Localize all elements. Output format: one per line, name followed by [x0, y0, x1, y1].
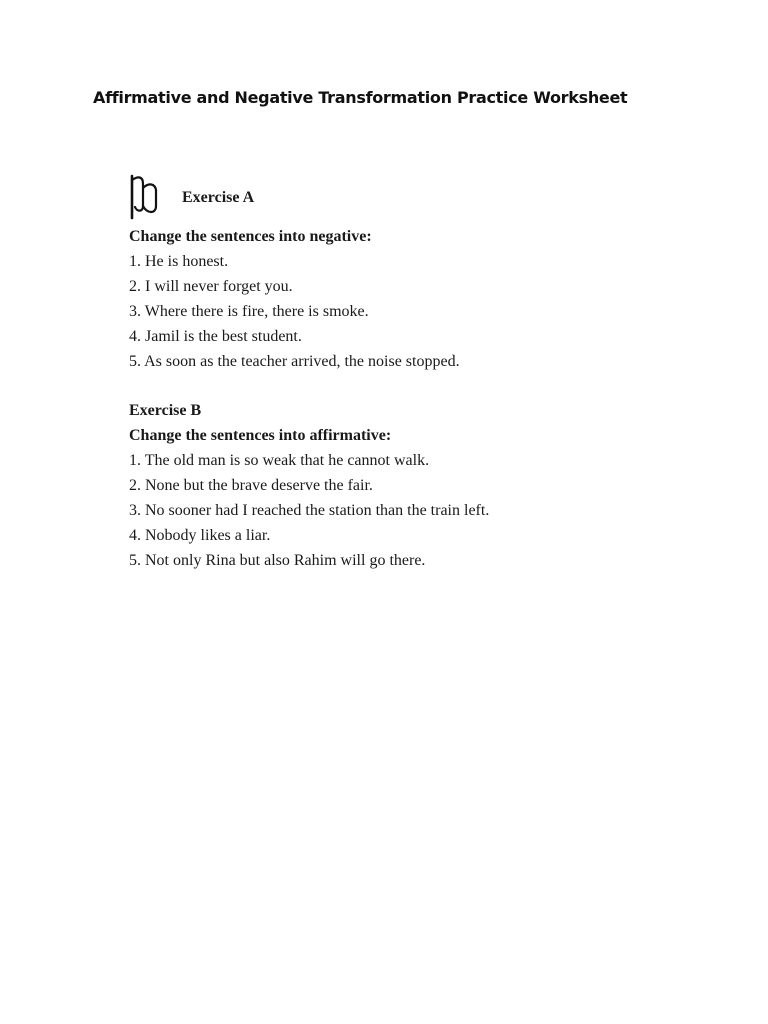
exercise-a-header [129, 168, 649, 224]
exercise-a-sentence: 1. He is honest. [129, 253, 229, 270]
exercise-a-sentence-list [129, 249, 649, 374]
exercise-a-sentence: 4. Jamil is the best student. [129, 328, 302, 345]
exercise-b-sentence: 4. Nobody likes a liar. [129, 527, 271, 544]
exercise-b-sentence: 3. No sooner had I reached the station than the train left. [129, 502, 490, 519]
exercise-b [129, 398, 649, 573]
worksheet-image [129, 168, 649, 573]
flag-icon [129, 172, 161, 220]
exercise-a [129, 168, 649, 374]
exercise-b-sentence: 2. None but the brave deserve the fair. [129, 477, 373, 494]
exercise-b-instruction: Change the sentences into affirmative: [129, 427, 392, 444]
exercise-a-instruction: Change the sentences into negative: [129, 228, 372, 245]
exercise-b-sentence: 1. The old man is so weak that he cannot walk. [129, 452, 430, 469]
exercise-a-sentence: 5. As soon as the teacher arrived, the noise stopped. [129, 353, 460, 370]
exercise-b-title: Exercise B [129, 402, 202, 419]
page-title: Affirmative and Negative Transformation Practice Worksheet [93, 88, 628, 107]
exercise-a-title: Exercise A [182, 189, 255, 206]
exercise-a-sentence: 3. Where there is fire, there is smoke. [129, 303, 369, 320]
exercise-b-sentence-list [129, 448, 649, 573]
exercise-b-sentence: 5. Not only Rina but also Rahim will go there. [129, 552, 426, 569]
exercise-a-sentence: 2. I will never forget you. [129, 278, 293, 295]
